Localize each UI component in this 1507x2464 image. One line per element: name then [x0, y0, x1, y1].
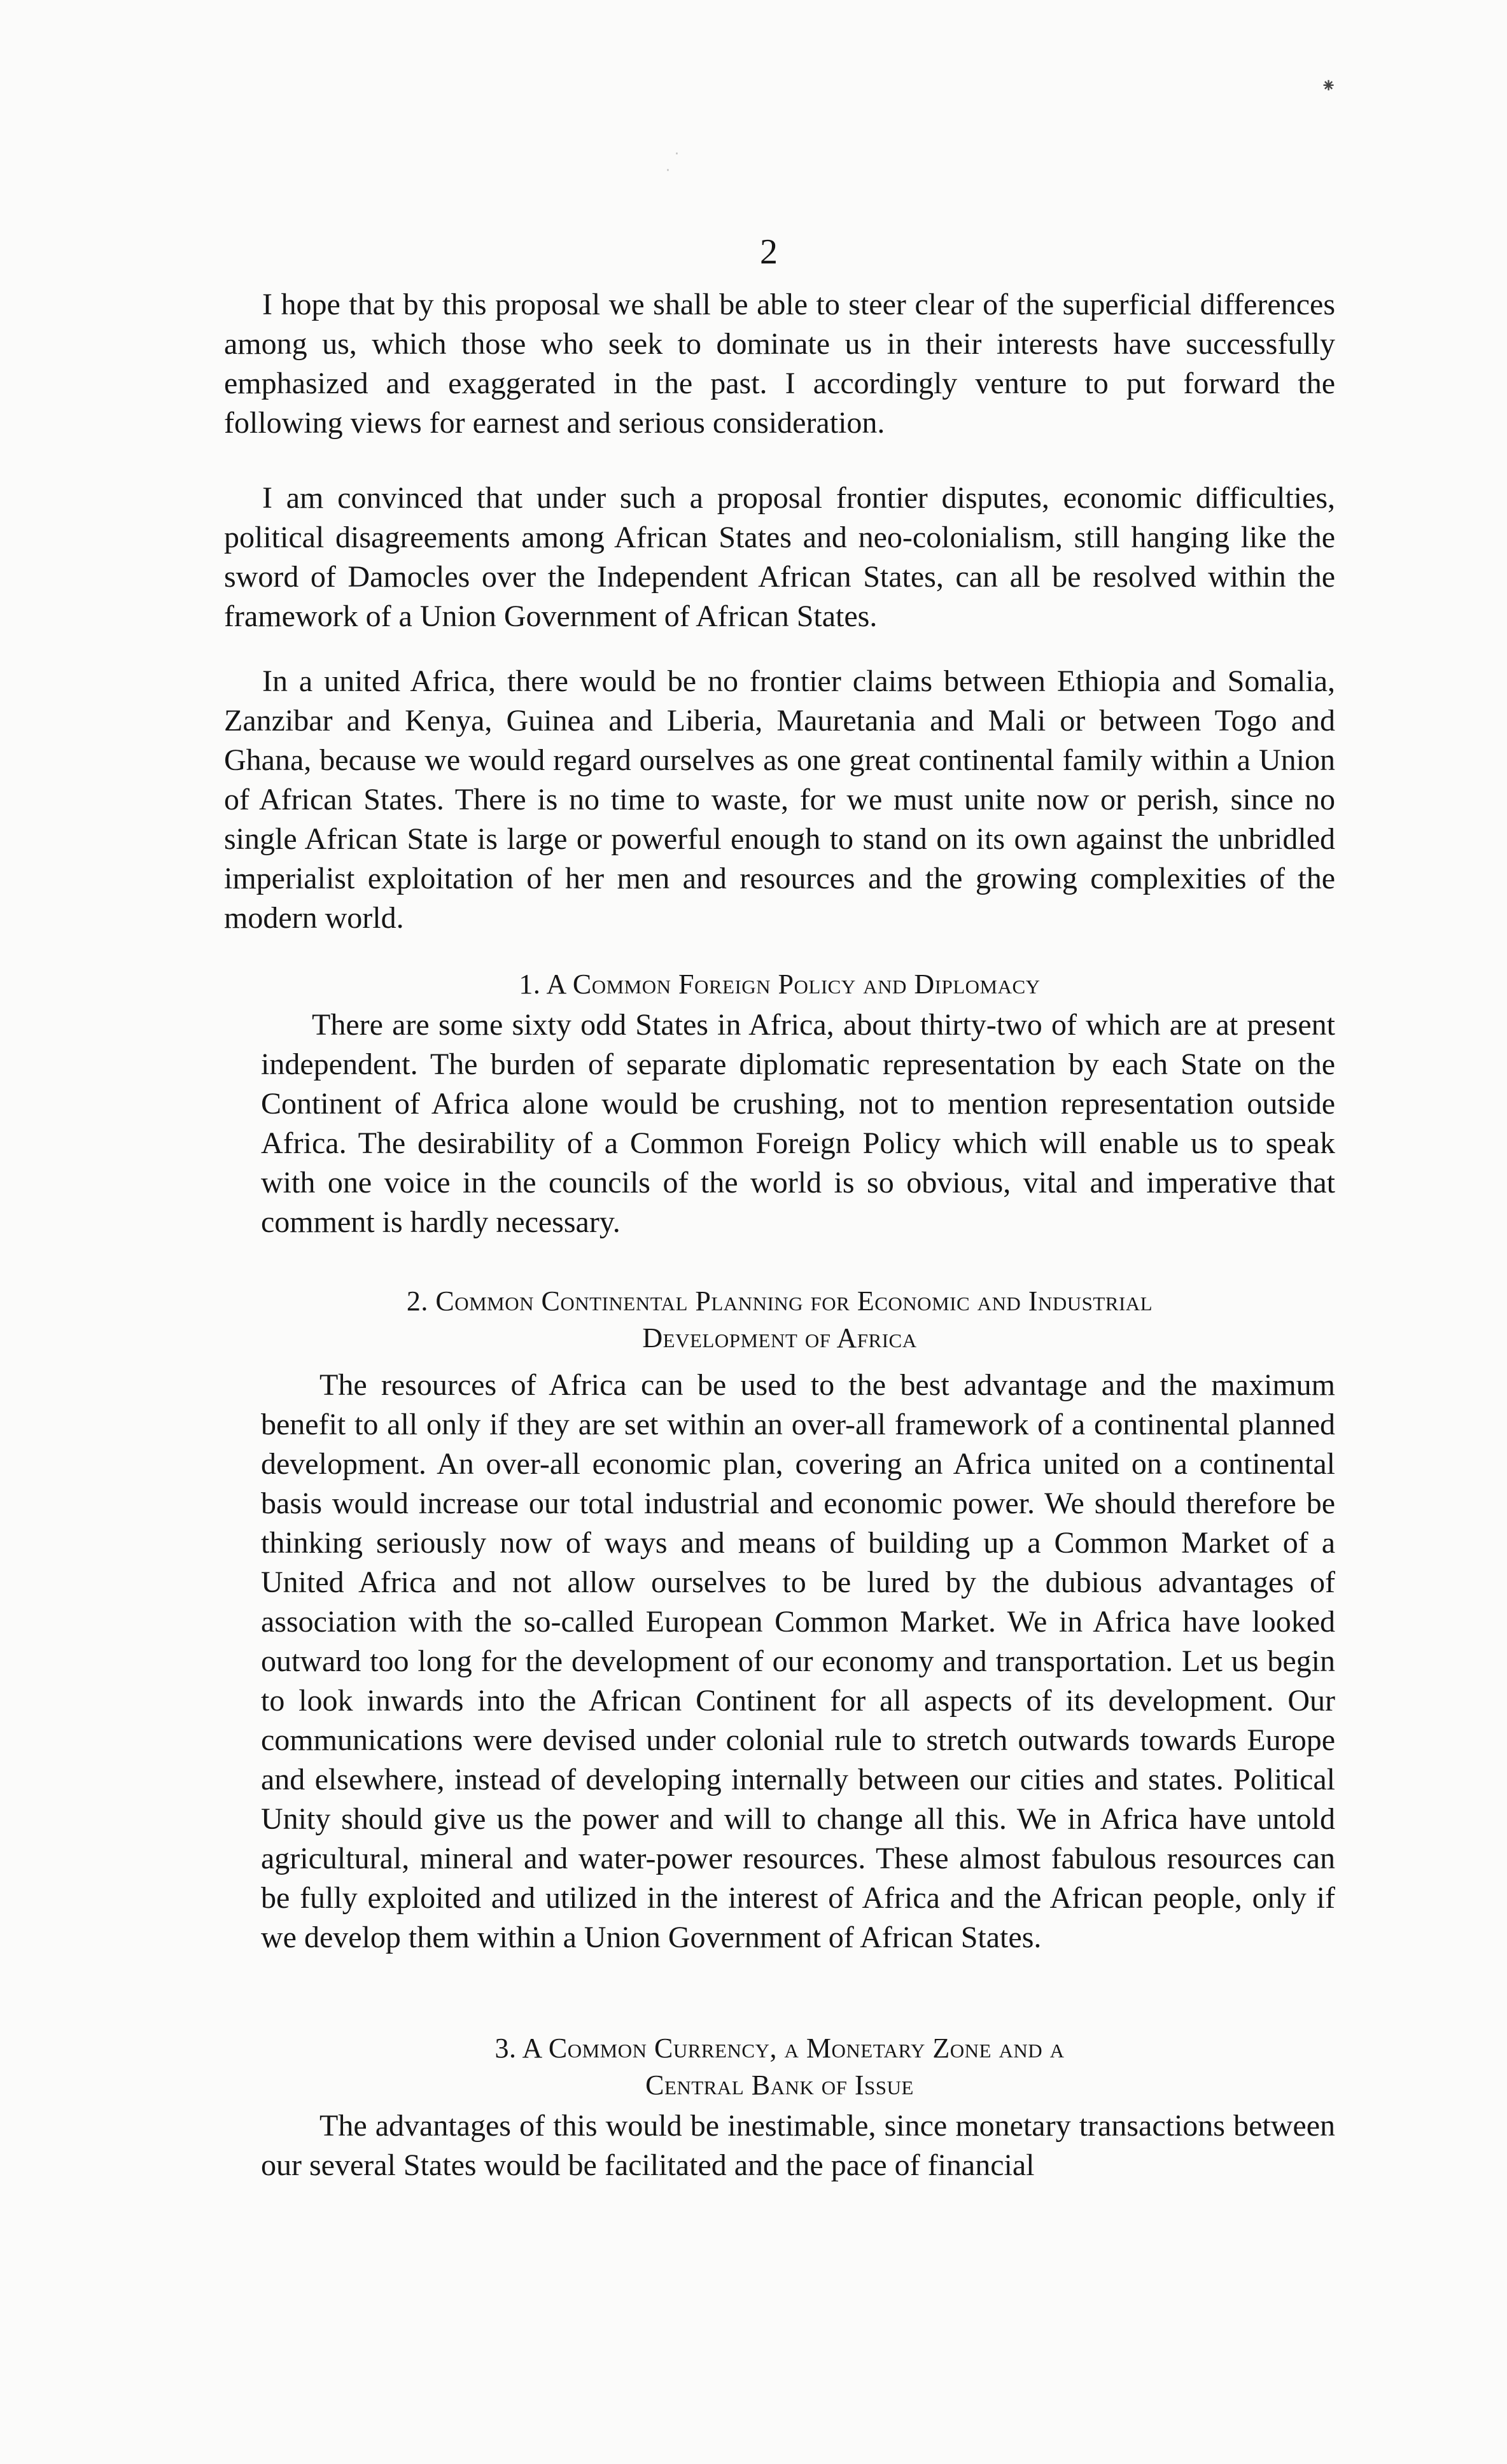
page-number: 2 [760, 232, 778, 272]
section-heading-line: Development of Africa [642, 1322, 917, 1354]
section-body-foreign-policy: There are some sixty odd States in Africa, about thirty-two of which are at present independent. The burden of separate diplomatic representation by each State on the Continent of Africa alone would be crushing, not to mention representation outside Africa. The desirability of a Common Foreign Policy which will enable us to speak with one voice in the councils of the world is so obvious, vital and imperative that comment is hardly necessary. [261, 1008, 1335, 1239]
paragraph-united-africa: In a united Africa, there would be no frontier claims between Ethiopia and Somalia, Zanzibar and Kenya, Guinea and Liberia, Mauretania and Mali or between Togo and Ghana, because we would regard ourselves as one great continental family within a Union of African States. There is no time to waste, for we must unite now or perish, since no single African State is large or powerful enough to stand on its own against the unbridled imperialist exploitation of her men and resources and the growing complexities of the modern world. [224, 664, 1335, 935]
paragraph-intro: I hope that by this proposal we shall be able to steer clear of the superficial differences among us, which those who seek to dominate us in their interests have successfully emphasized and exaggerated in the past. I accordingly venture to put forward the following views for earnest and serious consideration. [224, 288, 1335, 440]
section-heading-continental-planning [224, 1283, 1335, 1357]
section-heading-line: 3. A Common Currency, a Monetary Zone and a [494, 2033, 1065, 2064]
corner-mark: ⁕ [1321, 75, 1337, 97]
section-body-common-currency: The advantages of this would be inestimable, since monetary transactions between our several States would be facilitated and the pace of financial [261, 2109, 1335, 2182]
section-heading-line: Central Bank of Issue [645, 2069, 914, 2101]
section-heading-common-currency [224, 2030, 1335, 2104]
section-heading-line: 2. Common Continental Planning for Economic and Industrial [406, 1285, 1153, 1317]
paragraph-frontier-disputes: I am convinced that under such a proposal frontier disputes, economic difficulties, political disagreements among African States and neo-colonialism, still hanging like the sword of Damocles over the Independent African States, can all be resolved within the framework of a Union Government of African States. [224, 481, 1335, 633]
section-body-continental-planning: The resources of Africa can be used to the best advantage and the maximum benefit to all only if they are set within an over-all framework of a continental planned development. An over-all economic plan, covering an Africa united on a continental basis would increase our total industrial and economic power. We should therefore be thinking seriously now of ways and means of building up a Common Market of a United Africa and not allow ourselves to be lured by the dubious advantages of association with the so-called European Common Market. We in Africa have looked outward too long for the development of our economy and transportation. Let us begin to look inwards into the African Continent for all aspects of its development. Our communications were devised under colonial rule to stretch outwards towards Europe and elsewhere, instead of developing internally between our cities and states. Political Unity should give us the power and will to change all this. We in Africa have untold agricultural, mineral and water-power resources. These almost fabulous resources can be fully exploited and utilized in the interest of Africa and the African people, only if we develop them within a Union Government of African States. [261, 1368, 1335, 1954]
scan-speck: · [666, 163, 670, 179]
scan-speck: · [675, 146, 679, 162]
section-heading-line: 1. A Common Foreign Policy and Diplomacy [519, 969, 1041, 1000]
section-heading-foreign-policy [224, 966, 1335, 1003]
